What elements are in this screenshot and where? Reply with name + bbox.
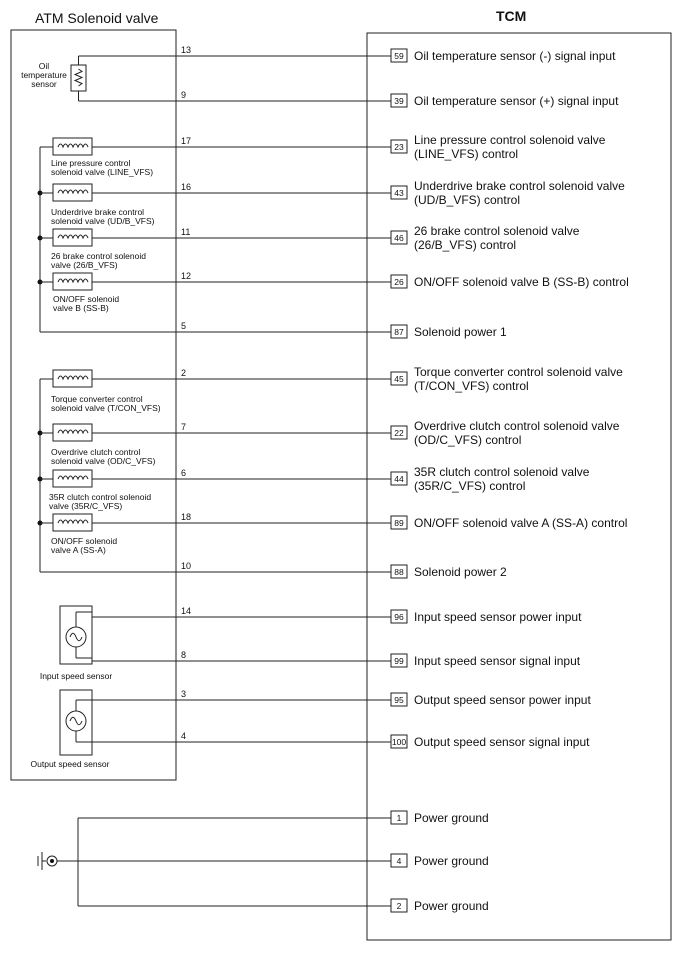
ssa-label-2: valve A (SS-A) <box>51 545 106 555</box>
b26-vfs-label-1: 26 brake control solenoid <box>51 251 146 261</box>
wire-number: 5 <box>181 321 187 331</box>
pin-label: ON/OFF solenoid valve A (SS-A) control <box>414 516 628 530</box>
pin-number: 2 <box>396 901 402 911</box>
odc-vfs-label-2: solenoid valve (OD/C_VFS) <box>51 456 156 466</box>
pin-number: 95 <box>394 695 404 705</box>
pin-number: 26 <box>394 277 404 287</box>
connection-row <box>181 321 507 339</box>
pin-label: Power ground <box>414 899 489 913</box>
pin-number: 88 <box>394 567 404 577</box>
pin-label: Input speed sensor signal input <box>414 654 581 668</box>
connection-row <box>92 133 606 161</box>
pin-label-line: (OD/C_VFS) control <box>414 433 522 447</box>
solenoid-coil <box>53 514 92 531</box>
pin-number: 59 <box>394 51 404 61</box>
input-speed-sensor-label: Input speed sensor <box>39 671 113 681</box>
solenoid-coil <box>53 184 92 201</box>
pin-number: 22 <box>394 428 404 438</box>
line-vfs-label-1: Line pressure control <box>51 158 131 168</box>
ssb-label-2: valve B (SS-B) <box>53 303 109 313</box>
pin-label: Output speed sensor signal input <box>414 735 590 749</box>
pin-label-line: (26/B_VFS) control <box>414 238 517 252</box>
wire-number: 8 <box>181 650 187 660</box>
solenoid-coil <box>53 229 92 246</box>
solenoid-coil <box>53 273 92 290</box>
pin-number: 99 <box>394 656 404 666</box>
connection-row <box>391 854 489 868</box>
pin-label-line: Underdrive brake control solenoid valve <box>414 179 625 193</box>
pin-label-line: (T/CON_VFS) control <box>414 379 529 393</box>
connection-row <box>92 271 629 289</box>
wire-number: 7 <box>181 422 187 432</box>
pin-label-line: Torque converter control solenoid valve <box>414 365 623 379</box>
tcon-vfs-label-2: solenoid valve (T/CON_VFS) <box>51 403 161 413</box>
wire-number: 12 <box>181 271 192 281</box>
pin-label: Oil temperature sensor (+) signal input <box>414 94 619 108</box>
pin-label: ON/OFF solenoid valve B (SS-B) control <box>414 275 629 289</box>
solenoid-coil <box>53 370 92 387</box>
pin-label: Power ground <box>414 811 489 825</box>
r35-vfs-label-2: valve (35R/C_VFS) <box>49 501 123 511</box>
connection-row <box>92 731 590 749</box>
pin-label-line: Line pressure control solenoid valve <box>414 133 606 147</box>
solenoid-coil <box>53 138 92 155</box>
wire-number: 17 <box>181 136 192 146</box>
right-title: TCM <box>496 8 527 24</box>
output-speed-sensor <box>31 690 110 769</box>
r35-vfs-label-1: 35R clutch control solenoid <box>49 492 152 502</box>
pin-label: Oil temperature sensor (-) signal input <box>414 49 616 63</box>
ssb-label-1: ON/OFF solenoid <box>53 294 120 304</box>
connection-row <box>92 419 620 447</box>
oil-temperature-sensor <box>21 56 86 101</box>
pin-number: 39 <box>394 96 404 106</box>
output-speed-sensor-label: Output speed sensor <box>30 759 110 769</box>
connection-row <box>391 811 489 825</box>
pin-number: 100 <box>391 737 407 747</box>
wire-number: 16 <box>181 182 192 192</box>
oil-temp-label-1: Oil <box>38 61 50 71</box>
connection-row <box>181 561 507 579</box>
udb-vfs-label-2: solenoid valve (UD/B_VFS) <box>51 216 155 226</box>
tcon-vfs-label-1: Torque converter control <box>51 394 143 404</box>
ssa-label-1: ON/OFF solenoid <box>51 536 118 546</box>
pin-number: 46 <box>394 233 404 243</box>
b26-vfs-label-2: valve (26/B_VFS) <box>51 260 118 270</box>
wire-number: 11 <box>181 227 191 237</box>
connection-row <box>92 465 590 493</box>
oil-temp-label-2: temperature <box>21 70 67 80</box>
ground-symbol <box>38 818 398 906</box>
wire-number: 6 <box>181 468 187 478</box>
connection-row <box>79 45 617 63</box>
pin-number: 43 <box>394 188 404 198</box>
oil-temp-label-3: sensor <box>31 79 57 89</box>
connection-row <box>92 512 627 530</box>
connection-row <box>391 899 489 913</box>
wire-number: 14 <box>181 606 192 616</box>
pin-label: Output speed sensor power input <box>414 693 591 707</box>
left-title: ATM Solenoid valve <box>35 10 159 26</box>
pin-number: 87 <box>394 327 404 337</box>
connection-row <box>92 179 625 207</box>
udb-vfs-label-1: Underdrive brake control <box>51 207 145 217</box>
wire-number: 13 <box>181 45 192 55</box>
connection-row <box>92 650 581 668</box>
odc-vfs-label-1: Overdrive clutch control <box>51 447 141 457</box>
wire-number: 2 <box>181 368 187 378</box>
connection-row <box>92 689 591 707</box>
pin-number: 44 <box>394 474 404 484</box>
pin-label: Input speed sensor power input <box>414 610 582 624</box>
wire-number: 9 <box>181 90 187 100</box>
pin-number: 23 <box>394 142 404 152</box>
connection-row <box>92 365 623 393</box>
line-vfs-label-2: solenoid valve (LINE_VFS) <box>51 167 154 177</box>
pin-number: 45 <box>394 374 404 384</box>
pin-label-line: 35R clutch control solenoid valve <box>414 465 590 479</box>
connection-row <box>92 606 582 624</box>
pin-label-line: 26 brake control solenoid valve <box>414 224 580 238</box>
pin-label: Power ground <box>414 854 489 868</box>
wire-number: 3 <box>181 689 187 699</box>
connection-row <box>92 224 580 252</box>
pin-number: 96 <box>394 612 404 622</box>
pin-number: 4 <box>396 856 402 866</box>
pin-number: 1 <box>396 813 402 823</box>
pin-number: 89 <box>394 518 404 528</box>
pin-label-line: (35R/C_VFS) control <box>414 479 526 493</box>
pin-label-line: (UD/B_VFS) control <box>414 193 521 207</box>
wire-number: 4 <box>181 731 187 741</box>
wire-number: 18 <box>181 512 192 522</box>
pin-label-line: (LINE_VFS) control <box>414 147 519 161</box>
pin-label-line: Overdrive clutch control solenoid valve <box>414 419 620 433</box>
wire-number: 10 <box>181 561 192 571</box>
pin-label: Solenoid power 1 <box>414 325 507 339</box>
solenoid-coil <box>53 424 92 441</box>
pin-label: Solenoid power 2 <box>414 565 507 579</box>
solenoid-coil <box>53 470 92 487</box>
connection-row <box>79 90 620 108</box>
